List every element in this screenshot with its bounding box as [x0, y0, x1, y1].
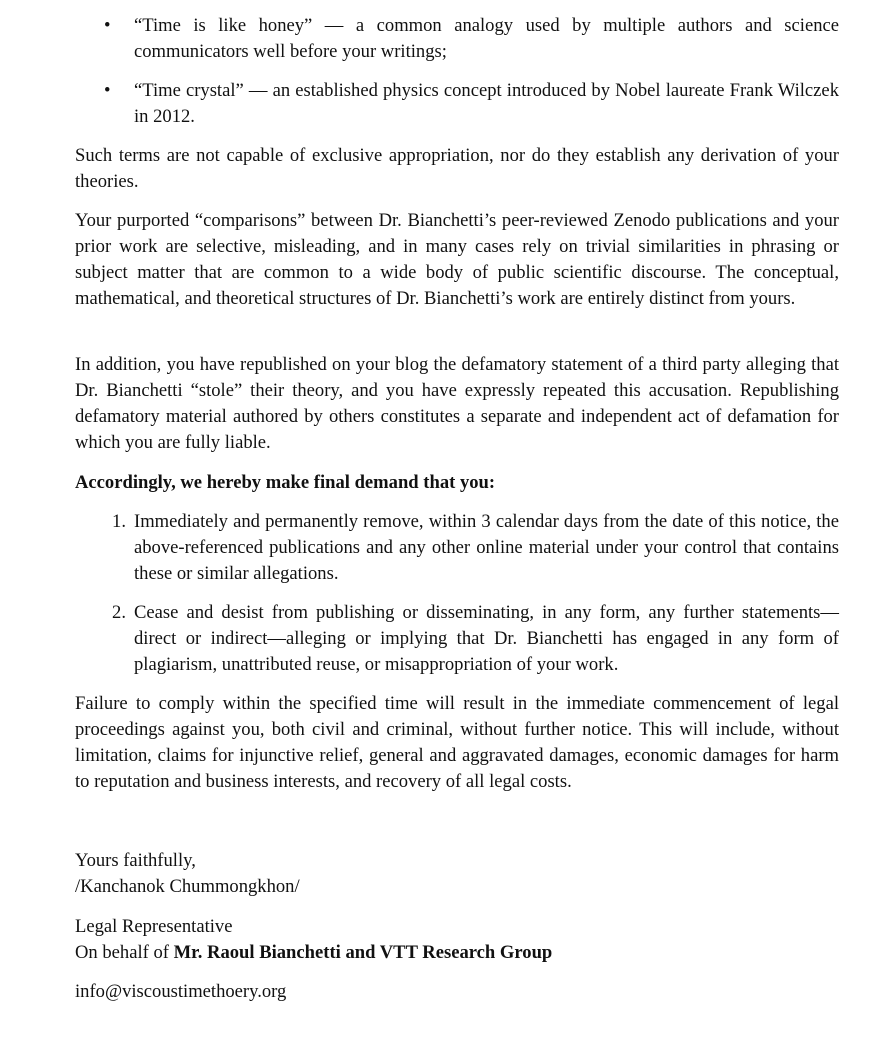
demand-item — [112, 600, 839, 678]
valediction: Yours faithfully, — [75, 850, 196, 871]
closing-paragraph: Failure to comply within the specified time will result in the immediate commencement of legal proceedings against you, both civil and criminal, without further notice. This will include, without limitation, claims for injunctive relief, general and aggravated damages, economic damages for harm to reputation and business interests, and recovery of all legal costs. — [75, 693, 839, 792]
demand-text: Immediately and permanently remove, within 3 calendar days from the date of this notice, the above-referenced publications and any other online material under your control that contains these or similar allegations. — [134, 511, 839, 584]
demand-heading: Accordingly, we hereby make final demand that you: — [75, 472, 496, 493]
demand-item — [112, 509, 839, 587]
paragraph: In addition, you have republished on your blog the defamatory statement of a third party alleging that Dr. Bianchetti “stole” their theory, and you have expressly repeated this accusation. Republishing defamatory material authored by others constitutes a separate and independent act of defamation for which you are fully liable. — [75, 354, 839, 453]
list-number: 2. — [112, 602, 126, 623]
signature-block — [75, 848, 839, 900]
representative-block — [75, 914, 839, 966]
bullet-text: “Time crystal” — an established physics concept introduced by Nobel laureate Frank Wilczek in 2012. — [134, 80, 839, 127]
paragraph: Your purported “comparisons” between Dr. Bianchetti’s peer-reviewed Zenodo publications and your prior work are selective, misleading, and in many cases rely on trivial similarities in phrasing or subject matter that are common to a wide body of public scientific discourse. The conceptual, mathematical, and theoretical structures of Dr. Bianchetti’s work are entirely distinct from yours. — [75, 210, 839, 309]
contact-email: info@viscoustimethoery.org — [75, 981, 287, 1002]
behalf-prefix: On behalf of — [75, 942, 174, 963]
paragraph: Such terms are not capable of exclusive appropriation, nor do they establish any derivation of your theories. — [75, 145, 839, 192]
signature: /Kanchanok Chummongkhon/ — [75, 876, 300, 897]
client-name: Mr. Raoul Bianchetti and VTT Research Group — [173, 942, 553, 963]
list-number: 1. — [112, 511, 126, 532]
bullet-item — [104, 78, 839, 130]
behalf-line — [75, 940, 839, 966]
bullet-item — [104, 13, 839, 65]
demand-text: Cease and desist from publishing or disseminating, in any form, any further statements—direct or indirect—alleging or implying that Dr. Bianchetti has engaged in any form of plagiarism, unattributed reuse, or misappropriation of your work. — [134, 602, 839, 675]
bullet-text: “Time is like honey” — a common analogy used by multiple authors and science communicators well before your writings; — [134, 15, 839, 62]
rep-title: Legal Representative — [75, 916, 233, 937]
bullet-icon: • — [104, 80, 111, 101]
bullet-icon: • — [104, 15, 111, 36]
